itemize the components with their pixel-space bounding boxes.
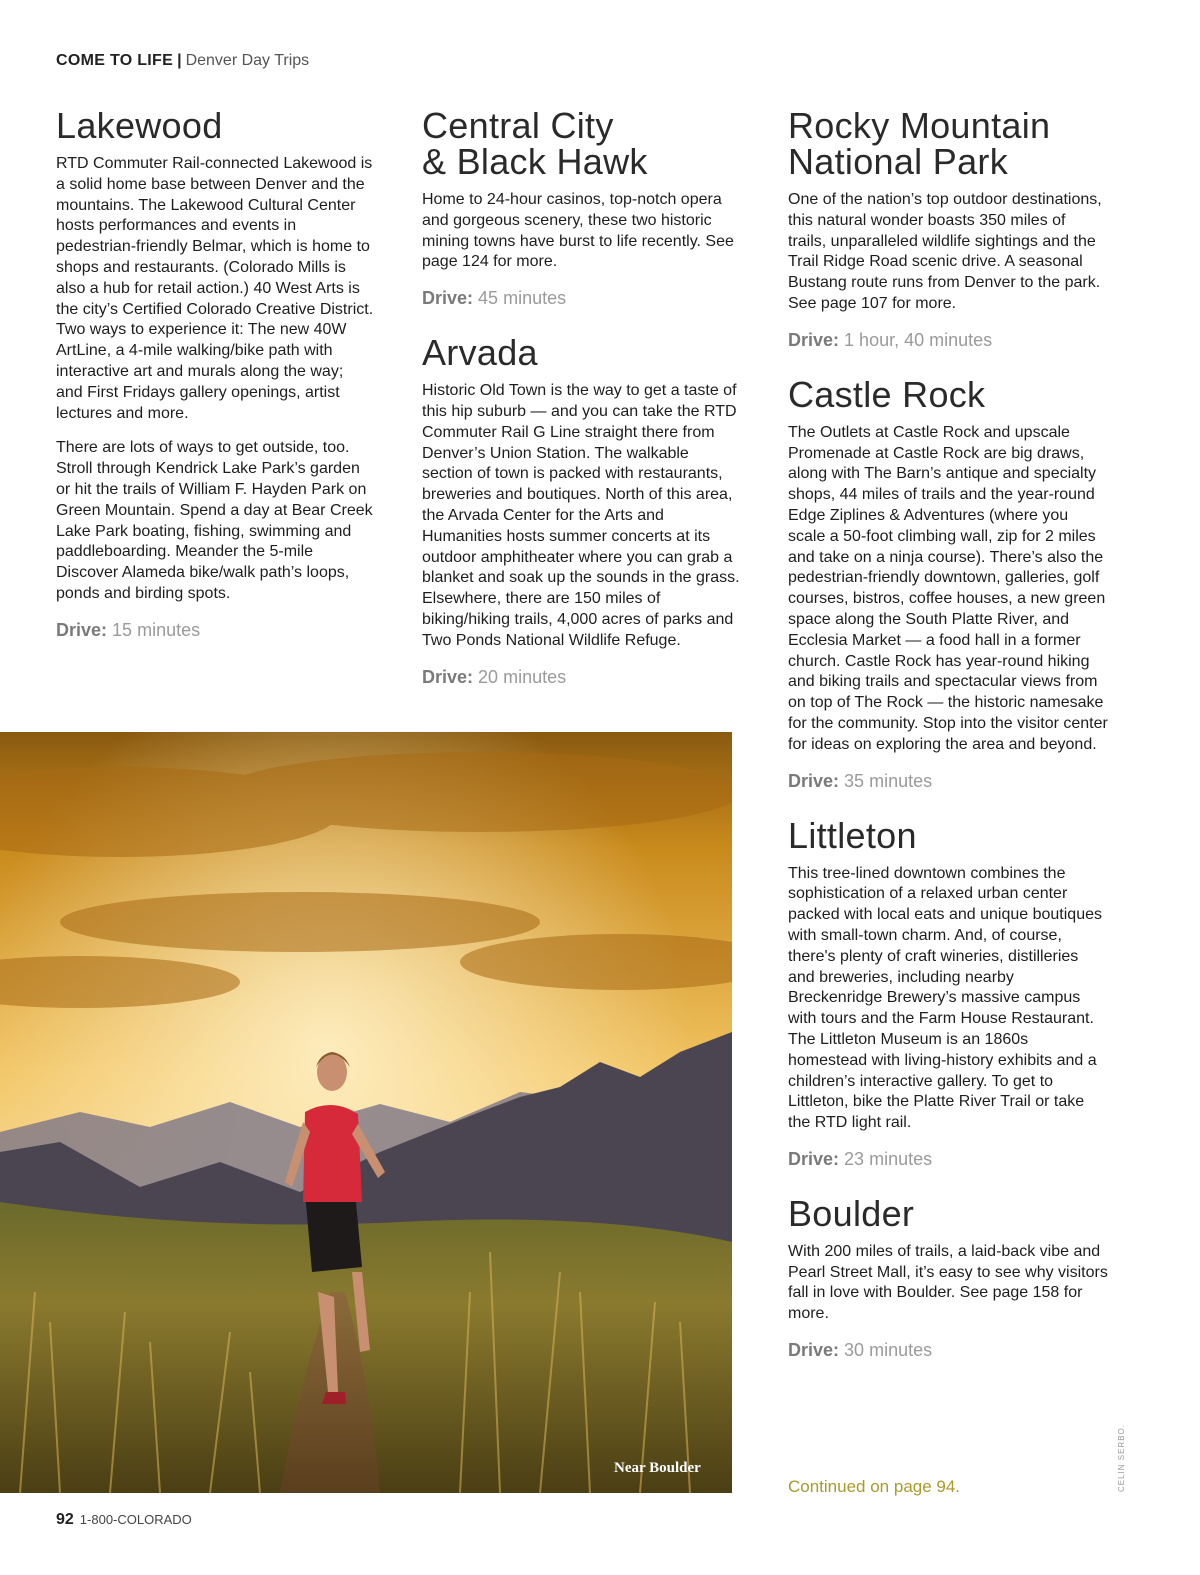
section-title: Arvada — [422, 332, 538, 374]
section-title — [788, 105, 1108, 182]
section-title-line: National Park — [788, 141, 1009, 182]
photo-runner-near-boulder — [0, 732, 732, 1493]
section-paragraph: With 200 miles of trails, a laid-back vibe and Pearl Street Mall, it’s easy to see why visitors fall in love with Boulder. See page 158 for more. — [788, 1242, 1108, 1323]
column-right — [788, 105, 1108, 1387]
drive-label: Drive: — [788, 329, 840, 350]
page-footer — [56, 1511, 192, 1529]
drive-time — [788, 329, 1108, 351]
section-castle-rock — [788, 373, 1108, 792]
column-middle — [422, 105, 740, 714]
section-paragraph: There are lots of ways to get outside, too. Stroll through Kendrick Lake Park’s garden or hit the trails of William F. Hayden Park on Green Mountain. Spend a day at Bear Creek Lake Park boating, fishing, swimming and paddleboarding. Meander the 5-mile Discover Alameda bike/walk path’s loops, ponds and birding spots. — [56, 439, 373, 602]
section-title-line: Rocky Mountain — [788, 105, 1051, 146]
section-paragraph: Home to 24-hour casinos, top-notch opera and gorgeous scenery, these two historic mining towns have burst to life recently. See page 124 for more. — [422, 191, 734, 271]
section-paragraph: The Outlets at Castle Rock and upscale Promenade at Castle Rock are big draws, along with The Barn’s antique and specialty shops, 44 miles of trails and the year-round Edge Ziplines & Adventures (where you scale a 50-foot climbing wall, zip for 2 miles and take on a ninja course). There’s also the pedestrian-friendly downtown, galleries, golf courses, bistros, coffee houses, a new green space along the South Platte River, and Ecclesia Market — a food hall in a former church. Castle Rock has year-round hiking and biking trails and spectacular views from on top of The Rock — the historic namesake for the community. Stop into the visitor center for ideas on exploring the area and beyond. — [788, 423, 1108, 753]
drive-label: Drive: — [422, 666, 474, 687]
header-separator: | — [177, 52, 182, 69]
section-paragraph: This tree-lined downtown combines the sophistication of a relaxed urban center packed with local eats and unique boutiques with small-town charm. And, of course, there's plenty of craft wineries, distilleries and breweries, including nearby Breckenridge Brewery’s massive campus with tours and the Farm House Restaurant. The Littleton Museum is an 1860s homestead with living-history exhibits and a children’s interactive gallery. To get to Littleton, bike the Platte River Trail or take the RTD light rail. — [788, 864, 1102, 1132]
drive-label: Drive: — [422, 288, 474, 309]
continued-link[interactable]: Continued on page 94. — [788, 1477, 961, 1496]
section-title: Boulder — [788, 1192, 915, 1234]
section-littleton — [788, 814, 1108, 1170]
column-left — [56, 105, 374, 667]
photo-caption: Near Boulder — [614, 1460, 701, 1476]
section-arvada — [422, 332, 740, 687]
drive-label: Drive: — [788, 1148, 840, 1169]
section-rocky-mountain — [788, 105, 1108, 351]
section-lakewood — [56, 105, 374, 641]
drive-value: 1 hour, 40 minutes — [844, 329, 993, 350]
drive-time — [422, 666, 740, 688]
drive-value: 35 minutes — [844, 770, 933, 791]
section-central-city — [422, 105, 740, 309]
photo-illustration — [0, 732, 732, 1493]
section-title: Castle Rock — [788, 373, 986, 415]
page-number: 92 — [56, 1511, 74, 1528]
drive-time — [56, 619, 374, 641]
drive-value: 23 minutes — [844, 1148, 933, 1169]
header-title: COME TO LIFE — [56, 52, 174, 69]
drive-time — [422, 287, 740, 309]
drive-value: 30 minutes — [844, 1340, 933, 1361]
drive-time — [788, 1339, 1108, 1361]
section-title-line: Central City — [422, 105, 614, 146]
section-paragraph: RTD Commuter Rail-connected Lakewood is a solid home base between Denver and the mountains. The Lakewood Cultural Center hosts performances and events in pedestrian-friendly Belmar, which is home to shops and restaurants. (Colorado Mills is also a hub for retail action.) 40 West Arts is the city’s Certified Colorado Creative District. Two ways to experience it: The new 40W ArtLine, a 4-mile walking/bike path with interactive art and murals along the way; and First Fridays gallery openings, artist lectures and more. — [56, 155, 374, 422]
section-title: Littleton — [788, 814, 917, 856]
footer-phone: 1-800-COLORADO — [79, 1512, 192, 1527]
section-paragraph: One of the nation’s top outdoor destinations, this natural wonder boasts 350 miles of trails, unparalleled wildlife sightings and the Trail Ridge Road scenic drive. A seasonal Bustang route runs from Denver to the park. See page 107 for more. — [788, 191, 1102, 312]
drive-value: 45 minutes — [478, 288, 567, 309]
drive-value: 15 minutes — [112, 619, 201, 640]
section-title — [422, 105, 740, 182]
header-subtitle: Denver Day Trips — [185, 52, 310, 69]
drive-time — [788, 770, 1108, 792]
drive-time — [788, 1148, 1108, 1170]
drive-label: Drive: — [788, 1340, 840, 1361]
drive-label: Drive: — [788, 770, 840, 791]
section-title-line: & Black Hawk — [422, 141, 648, 182]
drive-value: 20 minutes — [478, 666, 567, 687]
section-title: Lakewood — [56, 105, 223, 146]
drive-label: Drive: — [56, 619, 108, 640]
section-boulder — [788, 1192, 1108, 1361]
photo-credit: CELIN SERBO. — [1117, 1423, 1126, 1492]
page-header — [56, 52, 309, 70]
section-paragraph: Historic Old Town is the way to get a taste of this hip suburb — and you can take the RTD Commuter Rail G Line straight there from Denver’s Union Station. The walkable section of town is packed with restaurants, breweries and boutiques. North of this area, the Arvada Center for the Arts and Humanities hosts summer concerts at its outdoor amphitheater where you can grab a blanket and soak up the sounds in the grass. Elsewhere, there are 150 miles of biking/hiking trails, 4,000 acres of parks and Two Ponds National Wildlife Refuge. — [422, 382, 740, 649]
